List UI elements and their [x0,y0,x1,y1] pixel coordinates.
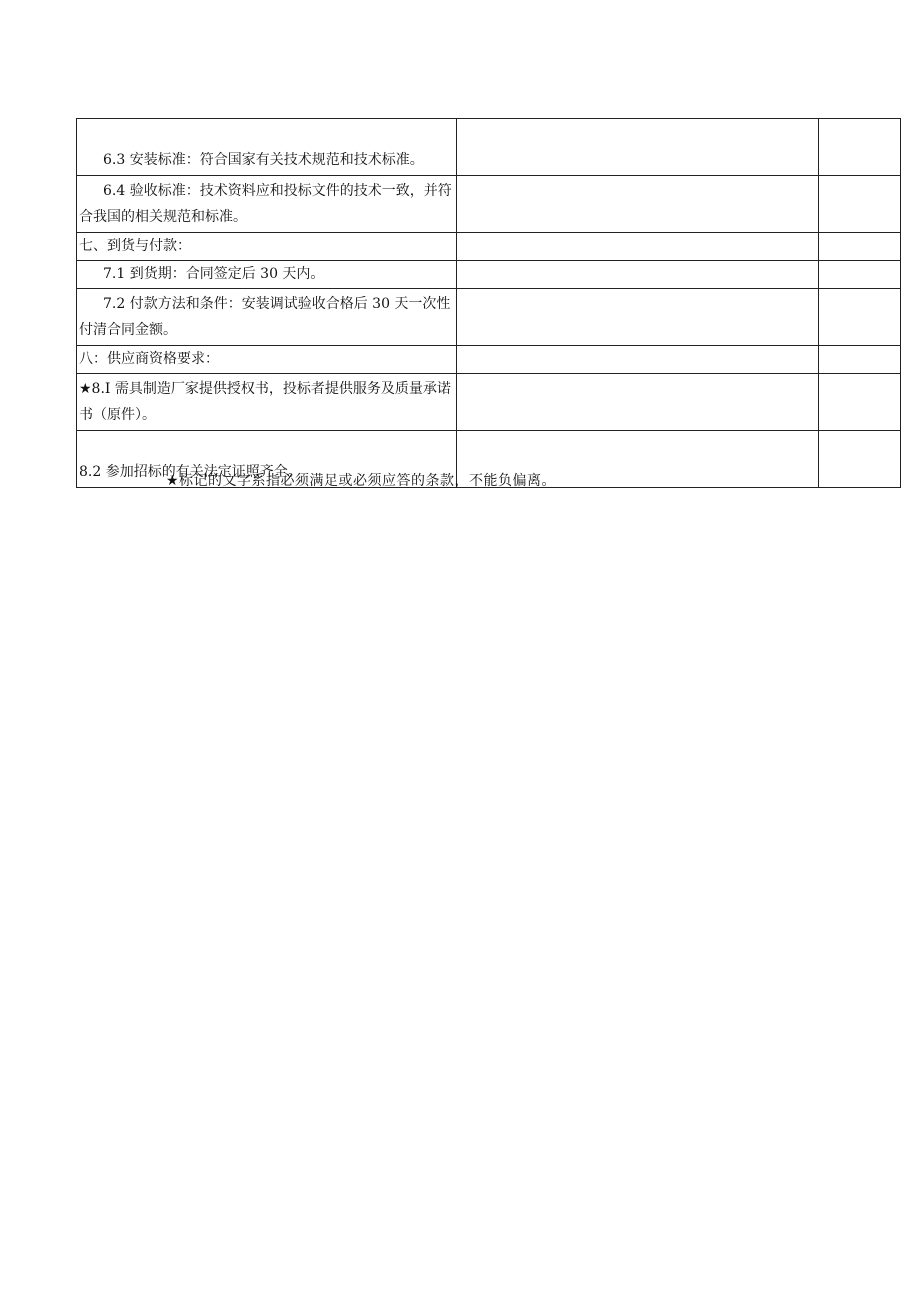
deviation-cell [819,374,901,431]
response-cell [457,289,819,346]
requirement-cell: 6.3 安装标准：符合国家有关技术规范和技术标准。 [77,119,457,176]
deviation-cell [819,431,901,488]
requirement-cell: ★8.I 需具制造厂家提供授权书，投标者提供服务及质量承诺书（原件）。 [77,374,457,431]
table-row [77,289,901,346]
deviation-cell [819,261,901,289]
table-row [77,374,901,431]
requirement-cell: 7.1 到货期：合同签定后 30 天内。 [77,261,457,289]
response-cell [457,176,819,233]
requirement-cell: 8.2 参加招标的有关法定证照齐全。 [77,431,457,488]
deviation-cell [819,289,901,346]
response-cell [457,346,819,374]
footnote: ★标记的文字系指必须满足或必须应答的条款，不能负偏离。 [166,473,557,489]
requirements-table-body [77,119,901,488]
requirements-table [76,118,901,488]
table-row [77,119,901,176]
deviation-cell [819,176,901,233]
response-cell [457,374,819,431]
response-cell [457,119,819,176]
table-row [77,233,901,261]
section-heading-cell: 八：供应商资格要求： [77,346,457,374]
table-row [77,346,901,374]
table-row [77,261,901,289]
requirement-cell: 7.2 付款方法和条件：安装调试验收合格后 30 天一次性付清合同金额。 [77,289,457,346]
section-heading-cell: 七、到货与付款： [77,233,457,261]
response-cell [457,261,819,289]
deviation-cell [819,233,901,261]
deviation-cell [819,346,901,374]
requirement-cell: 6.4 验收标准：技术资料应和投标文件的技术一致，并符合我国的相关规范和标准。 [77,176,457,233]
response-cell [457,233,819,261]
deviation-cell [819,119,901,176]
table-row [77,176,901,233]
